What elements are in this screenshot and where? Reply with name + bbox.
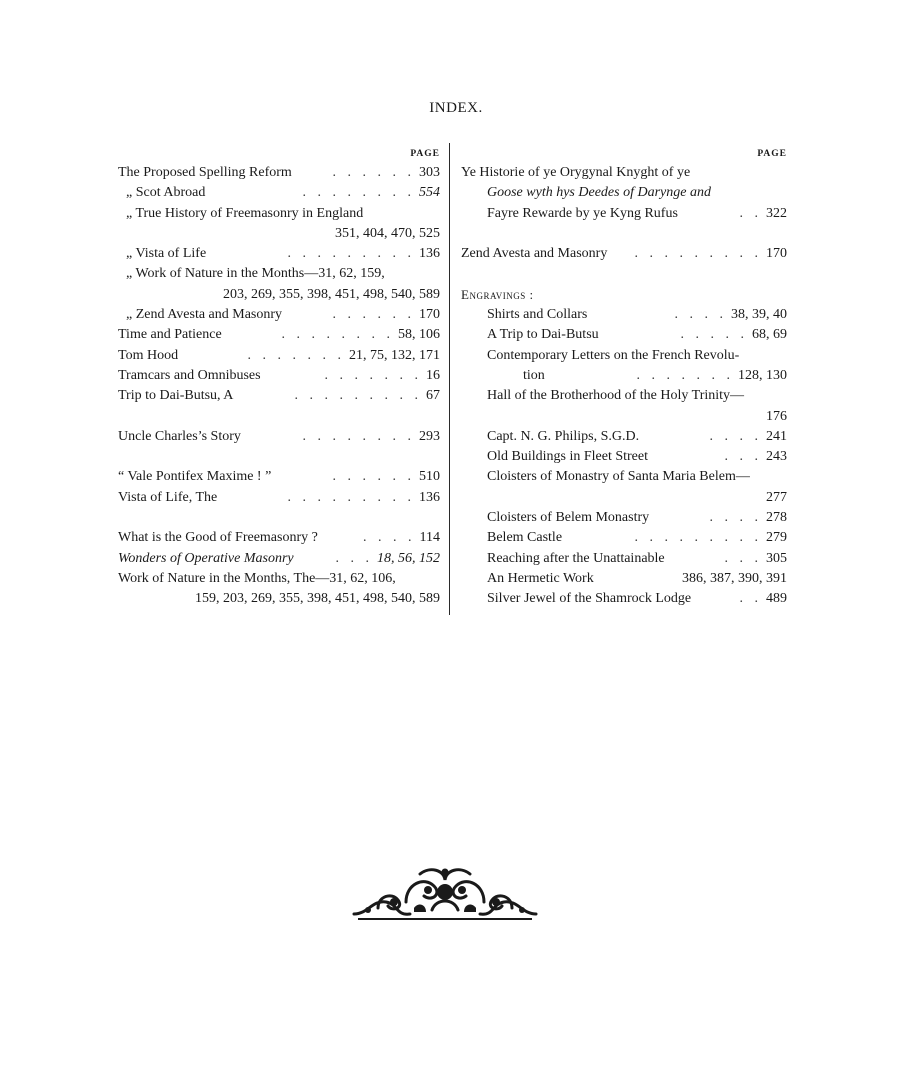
column-divider xyxy=(449,143,450,615)
index-entry: Tramcars and Omnibuses . . . . . . . 16 xyxy=(118,367,440,383)
index-entry: What is the Good of Freemasonry ? . . . . 114 xyxy=(118,530,440,546)
index-entry: A Trip to Dai-Butsu . . . . . 68, 69 xyxy=(487,327,787,343)
index-entry: Contemporary Letters on the French Revolu- tion . . . . . . . 128, 130 xyxy=(487,347,787,383)
page-column-header: PAGE xyxy=(410,149,440,159)
index-entry: An Hermetic Work 386, 387, 390, 391 xyxy=(487,570,787,586)
index-entry: Tom Hood . . . . . . . 21, 75, 132, 171 xyxy=(118,347,440,363)
index-entry: “ Vale Pontifex Maxime ! ” . . . . . . 510 xyxy=(118,469,440,485)
index-entry: Silver Jewel of the Shamrock Lodge . . 489 xyxy=(487,591,787,607)
page-column-header: PAGE xyxy=(757,149,787,159)
index-entry: Reaching after the Unattainable . . . 305 xyxy=(487,550,787,566)
index-entry: Cloisters of Monastry of Santa Maria Belem— 277 xyxy=(487,469,787,505)
index-entry: Work of Nature in the Months, The—31, 62, 106, 159, 203, 269, 355, 398, 451, 498, 540, 589 xyxy=(118,570,440,607)
index-entry: „ Zend Avesta and Masonry . . . . . . 170 xyxy=(126,307,440,323)
section-heading-engravings: Engravings : xyxy=(461,286,534,302)
index-entry: Capt. N. G. Philips, S.G.D. . . . . 241 xyxy=(487,428,787,444)
page-title: INDEX. xyxy=(429,100,483,116)
index-entry: The Proposed Spelling Reform . . . . . . 303 xyxy=(118,165,440,180)
index-entry: Trip to Dai-Butsu, A . . . . . . . . . 67 xyxy=(118,388,440,404)
index-column-left xyxy=(118,145,440,610)
index-entry: Shirts and Collars . . . . 38, 39, 40 xyxy=(487,307,787,323)
index-entry: Old Buildings in Fleet Street . . . 243 xyxy=(487,449,787,465)
index-entry: Vista of Life, The . . . . . . . . . 136 xyxy=(118,489,440,505)
index-entry: Wonders of Operative Masonry . . . 18, 56, 152 xyxy=(118,550,440,566)
index-entry: „ True History of Freemasonry in England 351, 404, 470, 525 xyxy=(126,205,440,241)
scroll-ornament-icon xyxy=(348,862,542,920)
index-column-right xyxy=(461,145,787,610)
index-entry: Hall of the Brotherhood of the Holy Trinity— 176 xyxy=(487,388,787,424)
index-entry: „ Vista of Life . . . . . . . . . 136 xyxy=(126,246,440,262)
index-entry: Zend Avesta and Masonry . . . . . . . . . 170 xyxy=(461,246,787,262)
index-entry: Belem Castle . . . . . . . . . 279 xyxy=(487,530,787,546)
index-entry: Cloisters of Belem Monastry . . . . 278 xyxy=(487,510,787,526)
index-entry: „ Work of Nature in the Months—31, 62, 159, 203, 269, 355, 398, 451, 498, 540, 589 xyxy=(126,266,440,302)
index-entry: Time and Patience . . . . . . . . 58, 106 xyxy=(118,327,440,343)
index-entry: „ Scot Abroad . . . . . . . . 554 xyxy=(126,185,440,201)
index-entry: Ye Historie of ye Orygynal Knyght of ye Goose wyth hys Deedes of Darynge and Fayre Rewarde by ye Kyng Rufus . . 322 xyxy=(461,165,787,221)
index-entry: Uncle Charles’s Story . . . . . . . . 293 xyxy=(118,428,440,444)
